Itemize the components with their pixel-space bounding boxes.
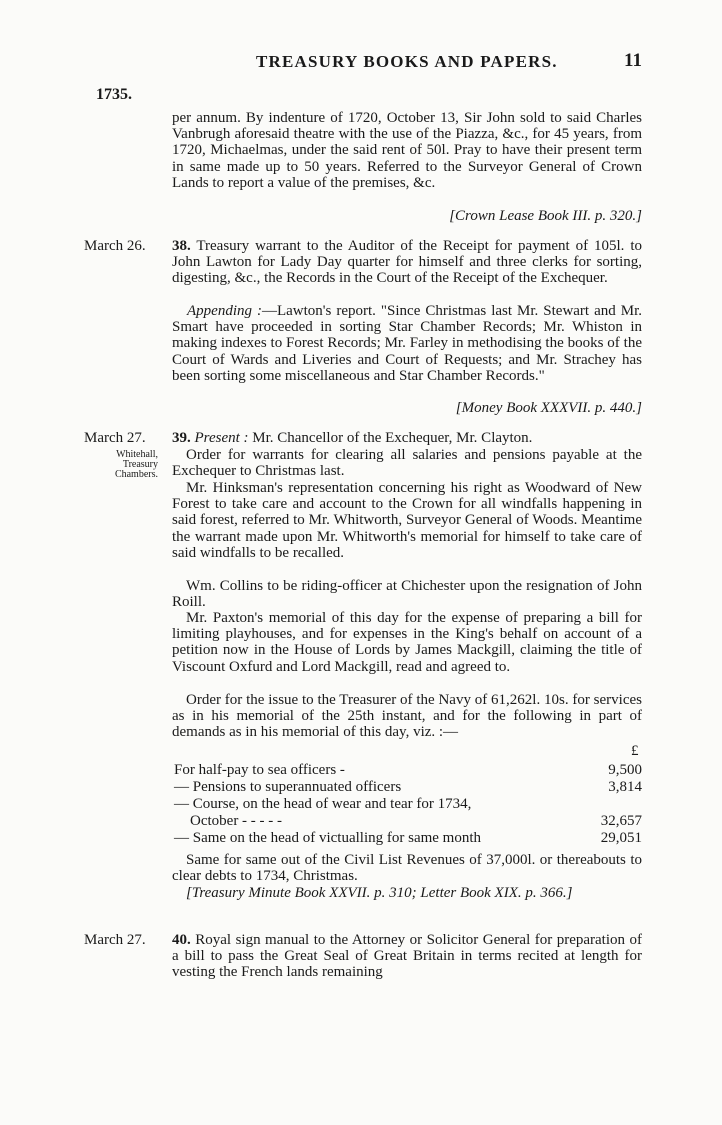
entry-38-paragraph [172, 238, 642, 287]
appending-text: —Lawton's report. "Since Christmas last Mr. Stewart and Mr. Smart have proceeded in sorting Star Chamber Records; Mr. Whiston in making indexes to Forest Records; Mr. Farley in methodising the books of the Court of Wards and Liveries and Court of Requests; and Mr. Strachey has been sorting some miscellaneous and Star Chamber Records." [172, 303, 643, 384]
entry-39-place: Whitehall, Treasury Chambers. [114, 449, 158, 480]
account-label: — Same on the head of victualling for same month [174, 830, 482, 846]
entry-40-date: March 27. [84, 932, 146, 948]
present-label: Present : [194, 430, 249, 446]
account-amount: 9,500 [608, 762, 642, 778]
intro-paragraph: per annum. By indenture of 1720, October 13, Sir John sold to said Charles Vanbrugh aforesaid theatre with the use of the Piazza, &c., for 45 years, from 1720, Michaelmas, under the said rent of 50l. Pray to have their present term in same made up to 50 years. Referred to the Surveyor General of Crown Lands to report a value of the premises, &c. [172, 110, 642, 191]
entry-38-date: March 26. [84, 238, 146, 254]
entry-39-reference: [Treasury Minute Book XXVII. p. 310; Letter Book XIX. p. 366.] [186, 885, 573, 901]
account-amount: 29,051 [600, 830, 642, 846]
account-label: — Pensions to superannuated officers [174, 779, 402, 795]
intro-reference: [Crown Lease Book III. p. 320.] [449, 208, 642, 224]
year-marker: 1735. [96, 86, 132, 103]
account-label: For half-pay to sea officers - [174, 762, 345, 778]
entry-38-reference: [Money Book XXXVII. p. 440.] [455, 400, 642, 416]
entry-39-number: 39. [172, 430, 191, 446]
entry-39-paragraph-1: Order for warrants for clearing all salaries and pensions payable at the Exchequer to Christmas last. [172, 447, 642, 480]
entry-39-paragraph-2: Mr. Hinksman's representation concerning his right as Woodward of New Forest to take care and account to the Crown for all windfalls happening in said forest, referred to Mr. Whitworth, Surveyor General of Woods. Meantime the warrant made upon Mr. Whitworth's memorial for himself to take care of said windfalls to be recalled. [172, 480, 642, 561]
entry-38-text: Treasury warrant to the Auditor of the Receipt for payment of 105l. to John Lawton for Lady Day quarter for himself and three clerks for sorting, digesting, &c., the Records in the Court of the Receipt of the Exchequer. [172, 238, 643, 287]
appending-label: Appending : [187, 303, 262, 319]
page-number: 11 [624, 50, 642, 71]
account-label: October - - - - - [190, 813, 283, 829]
entry-39-paragraph-6: Same for same out of the Civil List Revenues of 37,000l. or thereabouts to clear debts to 1734, Christmas. [172, 852, 642, 885]
entry-39-paragraph-4: Mr. Paxton's memorial of this day for the expense of preparing a bill for limiting playhouses, and for expenses in the King's behalf on account of a petition now in the House of Lords by James Mackgill, claiming the title of Viscount Oxfurd and Lord Mackgill, read and agreed to. [172, 610, 642, 675]
entry-40-number: 40. [172, 932, 191, 948]
entry-39-present [172, 430, 642, 446]
entry-39-date: March 27. [84, 430, 146, 446]
account-label: — Course, on the head of wear and tear for 1734, [174, 796, 472, 812]
present-text: Mr. Chancellor of the Exchequer, Mr. Clayton. [252, 430, 533, 446]
entry-40-paragraph [172, 932, 642, 981]
running-title: TREASURY BOOKS AND PAPERS. [256, 52, 558, 71]
entry-39-paragraph-5: Order for the issue to the Treasurer of the Navy of 61,262l. 10s. for services as in his memorial of the 25th instant, and for the following in part of demands as in his memorial of this day, viz. :— [172, 692, 642, 741]
entry-38-number: 38. [172, 238, 191, 254]
entry-38-appending [172, 303, 642, 384]
currency-heading: £ [631, 743, 639, 759]
entry-39-paragraph-3: Wm. Collins to be riding-officer at Chichester upon the resignation of John Roill. [172, 578, 642, 611]
account-amount: 3,814 [608, 779, 642, 795]
running-header [0, 50, 722, 74]
entry-40-text: Royal sign manual to the Attorney or Solicitor General for preparation of a bill to pass the Great Seal of Great Britain in terms recited at length for vesting the French lands remaining [172, 932, 643, 981]
account-amount: 32,657 [600, 813, 642, 829]
